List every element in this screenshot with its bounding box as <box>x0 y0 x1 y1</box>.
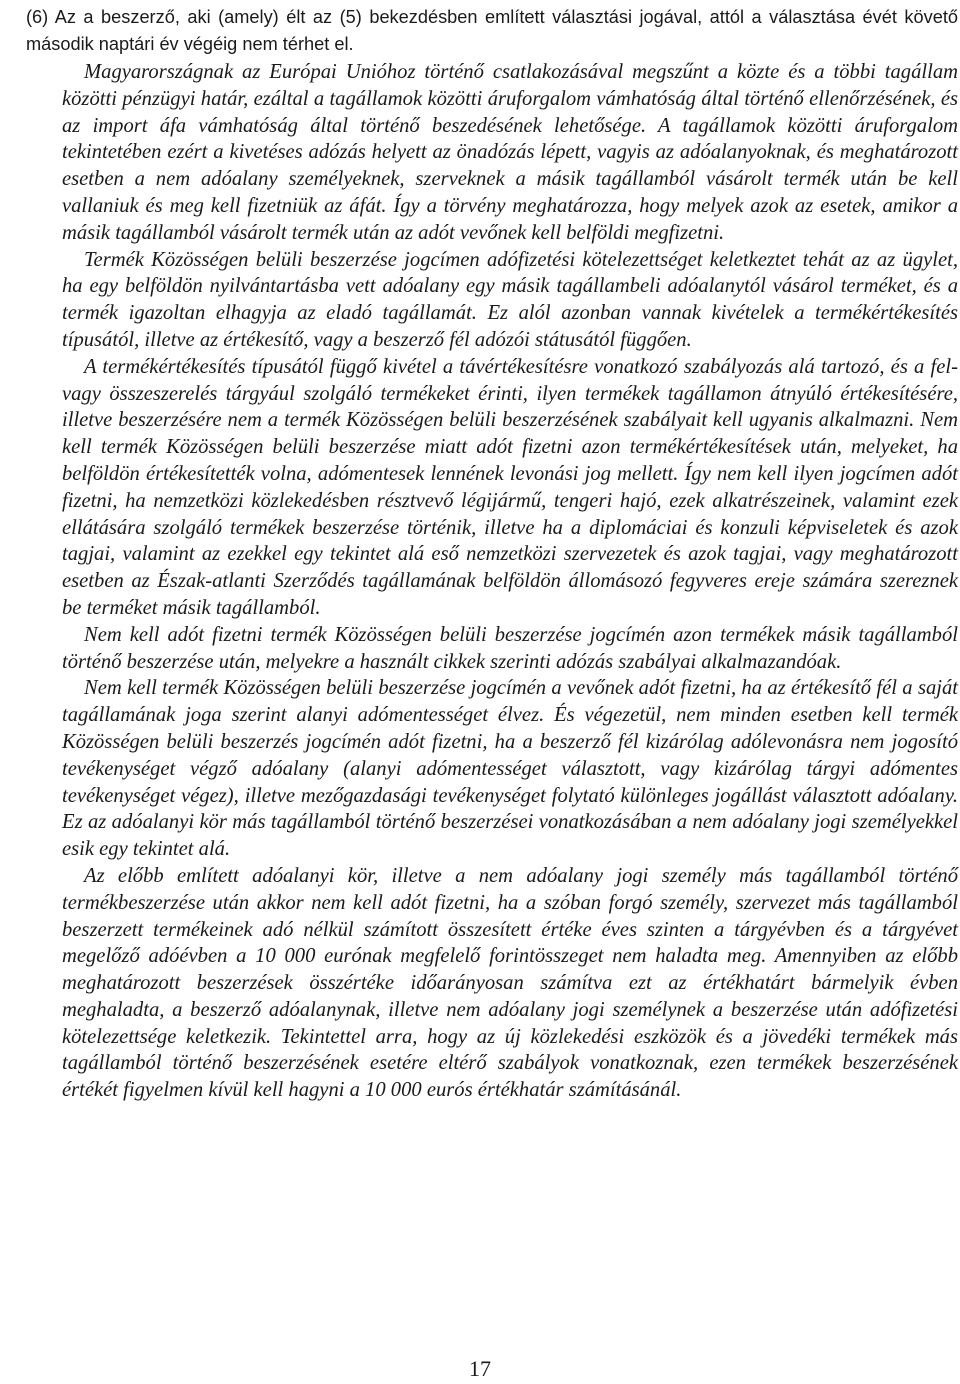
paragraph-eu-accession: Magyarországnak az Európai Unióhoz történő csatlakozásával megszűnt a közte és a többi tagállam közötti pénzügyi határ, ezáltal a tagállamok közötti áruforgalom vámhatóság által történő ellenőrzésének, és az import áfa vámhatóság által történő beszedésének lehetősége. A tagállamok közötti áruforgalom tekintetében ezért a kivetéses adózás helyett az önadózás lépett, vagyis az adóalanyoknak, és meghatározott esetben a nem adóalany személyeknek, szerveknek a másik tagállamból vásárolt termék után be kell vallaniuk és meg kell fizetniük az áfát. Így a törvény meghatározza, hogy melyek azok az esetek, amikor a másik tagállamból vásárolt termék után az adót vevőnek kell belföldi megfizetni. <box>62 61 958 244</box>
paragraph-used-goods: Nem kell adót fizetni termék Közösségen belüli beszerzése jogcímén azon termékek másik tagállamból történő beszerzése után, melyekre a használt cikkek szerinti adózás szabályai alkalmazandóak. <box>62 623 958 673</box>
paragraph-threshold-rule: Az előbb említett adóalanyi kör, illetve a nem adóalany jogi személy más tagállamból történő termékbeszerzése után akkor nem kell adót fizetni, ha a szóban forgó személy, szervezet más tagállamból beszerzett termékeinek adó nélkül számított összesített értéke éves szinten a tárgyévben és a tárgyévet megelőző adóévben a 10 000 eurónak megfelelő forintösszeget nem haladta meg. Amennyiben az előbb meghatározott beszerzések összértéke időarányosan számítva ezt az értékhatárt bármelyik évben meghaladta, a beszerző adóalanynak, illetve nem adóalany jogi személynek a beszerzése után adófizetési kötelezettsége keletkezik. Tekintettel arra, hogy az új közlekedési eszközök és a jövedéki termékek más tagállamból történő beszerzésének esetére eltérő szabályok vonatkoznak, ezen termékek beszerzésének értékét figyelmen kívül kell hagyni a 10 000 eurós értékhatár számításánál. <box>62 864 958 1102</box>
paragraph-vat-exempt-seller: Nem kell termék Közösségen belüli beszerzése jogcímén a vevőnek adót fizetni, ha az értékesítő fél a saját tagállamának joga szerint alanyi adómentességet élvez. És végezetül, nem minden esetben kell termék Közösségen belüli beszerzés jogcímén adót fizetni, ha a beszerző fél kizárólag adólevonásra nem jogosító tevékenységet végző adóalany (alanyi adómentességet választott, vagy kizárólag tárgyi adómentes tevékenységet végez), illetve mezőgazdasági tevékenységet folytató különleges jogállást választott adóalany. Ez az adóalanyi kör más tagállamból történő beszerzései vonatkozásában a nem adóalany jogi személyekkel esik egy tekintet alá. <box>62 677 958 861</box>
document-page <box>26 0 958 1384</box>
paragraph-intra-community-acquisition: Termék Közösségen belüli beszerzése jogcímen adófizetési kötelezettséget keletkeztet tehát az az ügylet, ha egy belföldön nyilvántartásba vett adóalany egy másik tagállambeli adóalanytól vásárol terméket, és a termék igazoltan elhagyja az eladó tagállamát. Ez alól azonban vannak kivételek a termékértékesítés típusától, illetve az értékesítő, vagy a beszerző fél adózói státusától függően. <box>62 248 958 351</box>
paragraph-sales-type-exception: A termékértékesítés típusától függő kivétel a távértékesítésre vonatkozó szabályozás alá tartozó, és a fel- vagy összeszerelés tárgyául szolgáló termékeket érinti, ilyen termékek tagállamon átnyúló értékesítésére, illetve beszerzésére nem a termék Közösségen belüli beszerzésének szabályait kell ugyanis alkalmazni. Nem kell termék Közösségen belüli beszerzése miatt adót fizetni azon termékértékesítések után, melyeket, ha belföldön értékesítették volna, adómentesek lennének levonási jog mellett. Így nem kell ilyen jogcímen adót fizetni, ha nemzetközi közlekedésben résztvevő légijármű, tengeri hajó, ezek alkatrészeinek, valamint ezek ellátására szolgáló termékek beszerzése történik, illetve ha a diplomáciai és konzuli képviseletek és azok tagjai, valamint az ezekkel egy tekintet alá eső nemzetközi szervezetek és azok tagjai, vagy meghatározott esetben az Észak-atlanti Szerződés tagállamának belföldön állomásozó fegyveres ereje számára szereznek be terméket másik tagállamból. <box>62 355 958 619</box>
paragraph-6-choice-rule: (6) Az a beszerző, aki (amely) élt az (5) bekezdésben említett választási jogával, attól a választása évét követő második naptári év végéig nem térhet el. <box>26 7 958 54</box>
page-number: 17 <box>469 1356 491 1381</box>
